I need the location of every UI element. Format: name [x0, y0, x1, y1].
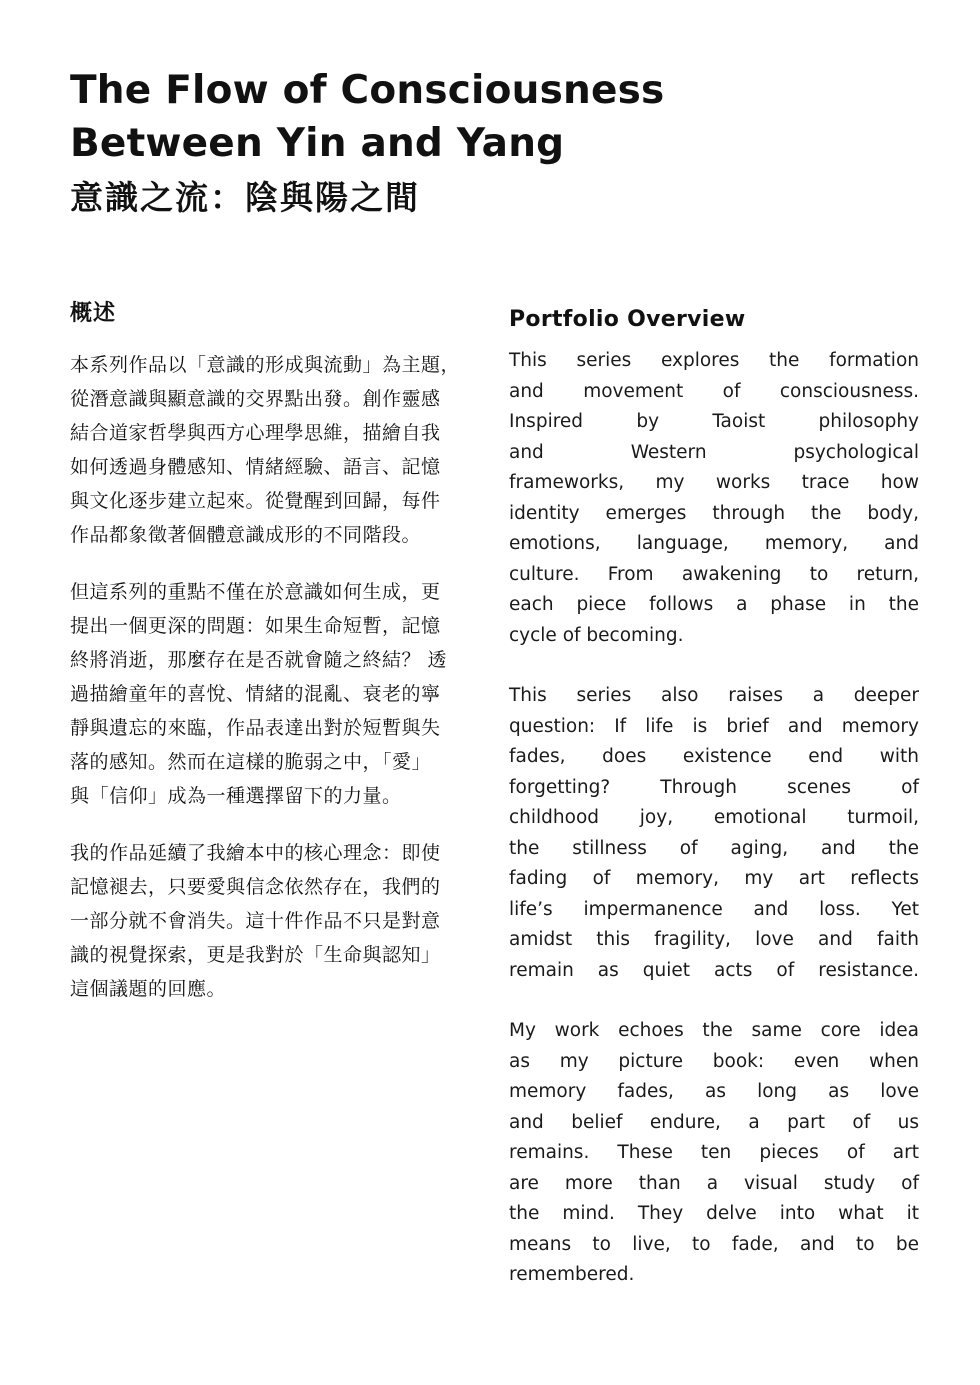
paragraph-zh-3: [70, 836, 490, 1006]
text-line: fading of memory, my art reflects: [509, 868, 919, 889]
overview-heading-chinese: 概述: [70, 301, 117, 326]
text-line: 這個議題的回應。: [70, 978, 227, 1000]
text-line: memory fades, as long as love: [509, 1081, 919, 1102]
overview-english-column: [509, 306, 919, 1321]
text-line: 記憶褪去，只要愛與信念依然存在，我們的: [70, 876, 441, 898]
text-line: are more than a visual study of: [509, 1172, 919, 1194]
text-line: the mind. They delve into what it: [509, 1203, 919, 1224]
overview-heading-english: Portfolio Overview: [509, 307, 746, 332]
text-line: This series explores the formation: [509, 350, 919, 371]
text-line: 從潛意識與顯意識的交界點出發。創作靈感: [70, 388, 441, 410]
text-line: 過描繪童年的喜悅、情緒的混亂、衰老的寧: [70, 683, 441, 705]
text-line: and movement of consciousness.: [509, 380, 919, 402]
paragraph-en-2: [509, 681, 919, 986]
text-line: 我的作品延續了我繪本中的核心理念：即使: [70, 842, 441, 864]
text-line: amidst this fragility, love and faith: [509, 929, 919, 950]
text-line: life’s impermanence and loss. Yet: [509, 898, 919, 920]
text-line: remain as quiet acts of resistance.: [509, 959, 919, 981]
text-line: and Western psychological: [509, 441, 919, 463]
paragraph-zh-1: [70, 348, 490, 552]
text-line: remains. These ten pieces of art: [509, 1142, 919, 1163]
text-line: means to live, to fade, and to be: [509, 1233, 919, 1255]
text-line: 一部分就不會消失。這十件作品不只是對意: [70, 910, 441, 932]
text-line: 與文化逐步建立起來。從覺醒到回歸，每件: [70, 490, 441, 512]
paragraph-en-3: [509, 1016, 919, 1291]
text-line: question: If life is brief and memory: [509, 715, 919, 737]
title-line-2: Between Yin and Yang: [70, 121, 565, 166]
text-line: forgetting? Through scenes of: [509, 776, 919, 798]
text-line: as my picture book: even when: [509, 1050, 919, 1072]
text-line: cycle of becoming.: [509, 624, 684, 646]
text-line: culture. From awakening to return,: [509, 563, 919, 585]
text-line: My work echoes the same core idea: [509, 1020, 919, 1041]
text-line: Inspired by Taoist philosophy: [509, 411, 919, 432]
text-line: 但這系列的重點不僅在於意識如何生成，更: [70, 581, 441, 603]
text-line: 終將消逝，那麼存在是否就會隨之終結？ 透: [70, 649, 448, 671]
text-line: 與「信仰」成為一種選擇留下的力量。: [70, 785, 402, 807]
text-line: 結合道家哲學與西方心理學思維，描繪自我: [70, 422, 441, 444]
text-line: identity emerges through the body,: [509, 502, 919, 524]
text-line: 靜與遺忘的來臨，作品表達出對於短暫與失: [70, 717, 441, 739]
text-line: remembered.: [509, 1264, 635, 1285]
paragraph-en-1: [509, 346, 919, 651]
overview-chinese-column: [70, 298, 490, 1029]
page-title-chinese: 意識之流：陰與陽之間: [70, 178, 420, 217]
text-line: fades, does existence end with: [509, 746, 919, 767]
text-line: and belief endure, a part of us: [509, 1111, 919, 1133]
text-line: 識的視覺探索，更是我對於「生命與認知」: [70, 944, 441, 966]
text-line: 如何透過身體感知、情緒經驗、語言、記憶: [70, 456, 441, 478]
title-line-1: The Flow of Consciousness: [70, 68, 665, 113]
text-line: 提出一個更深的問題：如果生命短暫，記憶: [70, 615, 441, 637]
text-line: emotions, language, memory, and: [509, 533, 919, 554]
page-title-english: [70, 64, 910, 170]
text-line: 落的感知。然而在這樣的脆弱之中，「愛」: [70, 751, 432, 773]
text-line: each piece follows a phase in the: [509, 594, 919, 615]
text-line: childhood joy, emotional turmoil,: [509, 807, 919, 828]
text-line: This series also raises a deeper: [509, 685, 919, 706]
paragraph-zh-2: [70, 575, 490, 813]
text-line: the stillness of aging, and the: [509, 837, 919, 859]
text-line: 本系列作品以「意識的形成與流動」為主題，: [70, 354, 461, 376]
text-line: frameworks, my works trace how: [509, 472, 919, 493]
text-line: 作品都象徵著個體意識成形的不同階段。: [70, 524, 422, 546]
